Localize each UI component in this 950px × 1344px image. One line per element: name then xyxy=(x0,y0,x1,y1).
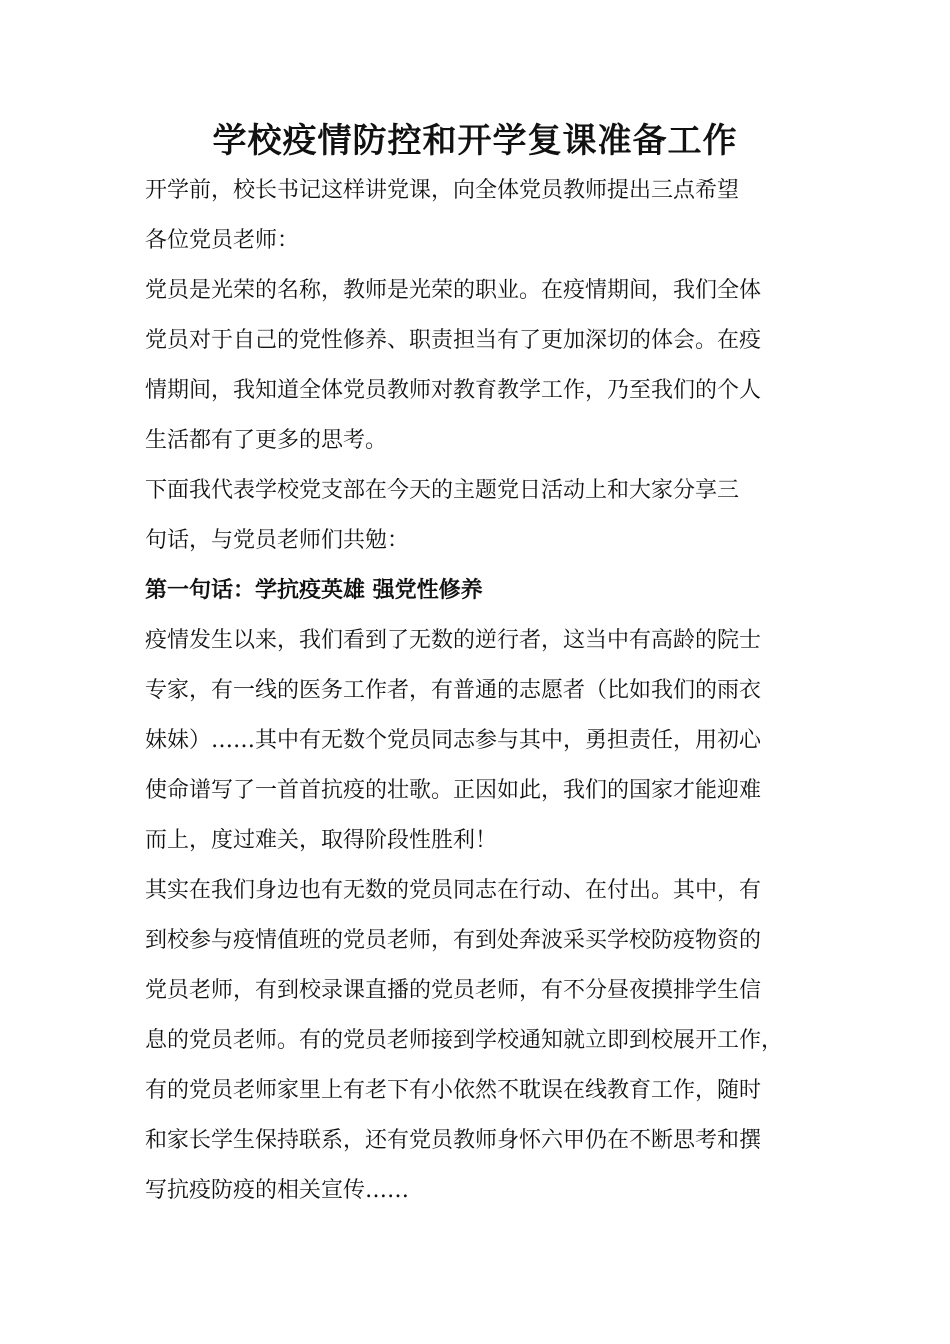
text-line: 下面我代表学校党支部在今天的主题党日活动上和大家分享三 xyxy=(145,478,740,503)
text-line: 到校参与疫情值班的党员老师，有到处奔波采买学校防疫物资的 xyxy=(145,928,762,953)
text-line: 疫情发生以来，我们看到了无数的逆行者，这当中有高龄的院士 xyxy=(145,628,762,653)
salutation: 各位党员老师： xyxy=(145,228,300,253)
document-body xyxy=(145,166,810,1216)
text-line: 和家长学生保持联系，还有党员教师身怀六甲仍在不断思考和撰 xyxy=(145,1128,762,1153)
text-line: 情期间，我知道全体党员教师对教育教学工作，乃至我们的个人 xyxy=(145,378,762,403)
text-line: 写抗疫防疫的相关宣传…… xyxy=(145,1178,410,1203)
text-line: 而上，度过难关，取得阶段性胜利！ xyxy=(145,828,498,853)
text-line: 妹妹）……其中有无数个党员同志参与其中，勇担责任，用初心 xyxy=(145,728,762,753)
document-title: 学校疫情防控和开学复课准备工作 xyxy=(212,121,738,161)
text-line: 专家，有一线的医务工作者，有普通的志愿者（比如我们的雨衣 xyxy=(145,678,762,703)
text-line: 息的党员老师。有的党员老师接到学校通知就立即到校展开工作， xyxy=(145,1028,784,1053)
text-line: 党员对于自己的党性修养、职责担当有了更加深切的体会。在疫 xyxy=(145,328,762,353)
text-line: 其实在我们身边也有无数的党员同志在行动、在付出。其中，有 xyxy=(145,878,762,903)
text-line: 党员老师，有到校录课直播的党员老师，有不分昼夜摸排学生信 xyxy=(145,978,762,1003)
text-line: 使命谱写了一首首抗疫的壮歌。正因如此，我们的国家才能迎难 xyxy=(145,778,762,803)
text-line: 生活都有了更多的思考。 xyxy=(145,428,388,453)
text-line: 党员是光荣的名称，教师是光荣的职业。在疫情期间，我们全体 xyxy=(145,278,762,303)
text-line: 开学前，校长书记这样讲党课，向全体党员教师提出三点希望 xyxy=(145,178,740,203)
section-heading: 第一句话：学抗疫英雄 强党性修养 xyxy=(145,578,483,603)
text-line: 句话，与党员老师们共勉： xyxy=(145,528,410,553)
text-line: 有的党员老师家里上有老下有小依然不耽误在线教育工作，随时 xyxy=(145,1078,762,1103)
